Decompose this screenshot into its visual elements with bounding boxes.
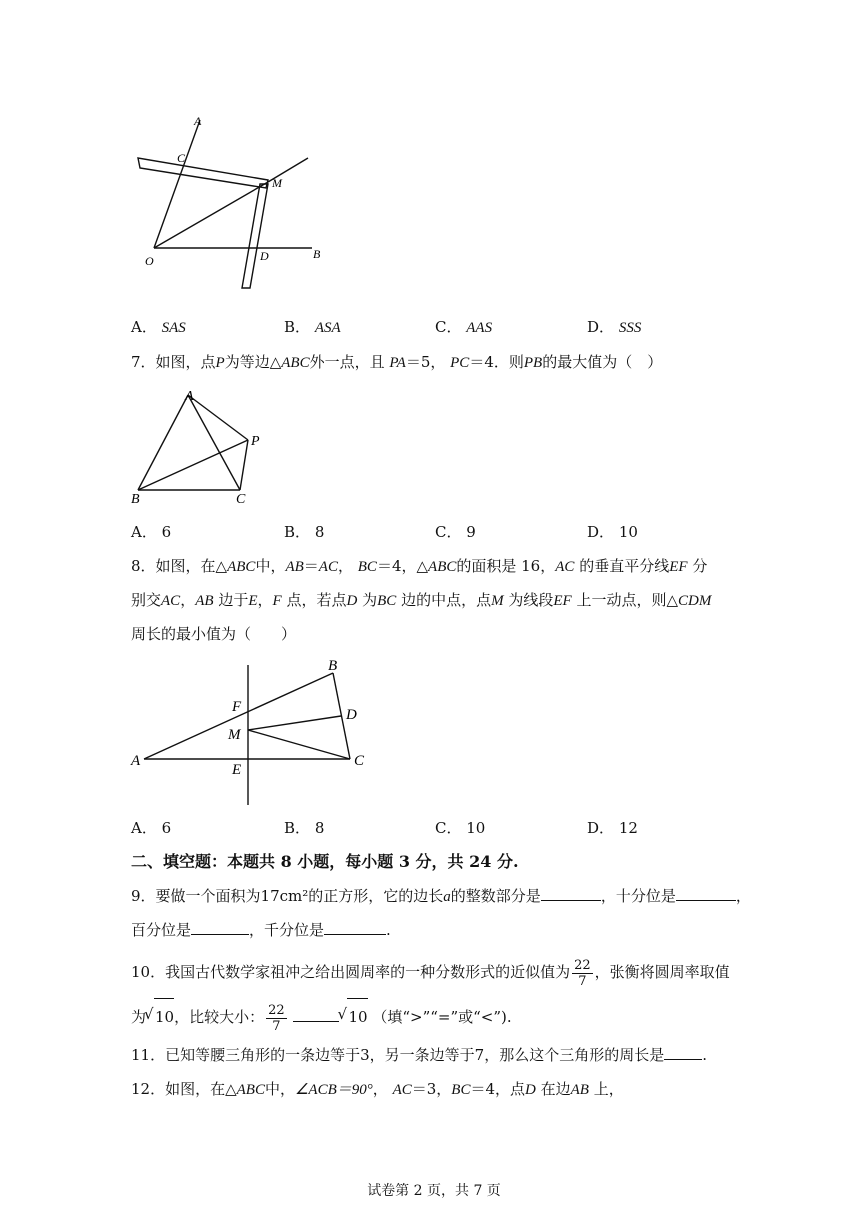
label-c: C [354, 753, 365, 769]
label-b: B [131, 492, 140, 507]
label-c: C [177, 151, 186, 165]
figure-q7 [128, 385, 278, 510]
fraction-22-over-7: $\frac{22}{7}$ [574, 957, 591, 989]
q8-option-c: C． 10 [435, 819, 486, 837]
answer-blank[interactable] [191, 920, 249, 935]
figure-q8 [128, 655, 378, 810]
section-2-heading: 二、填空题：本题共 8 小题，每小题 3 分，共 24 分. [131, 852, 519, 871]
label-a: A [131, 753, 141, 769]
q7-question: 7．如图，点P为等边△ABC外一点，且 PA＝5， PC＝4．则PB的最大值为（ ） [131, 353, 663, 371]
sqrt-10: √ 10 [347, 998, 367, 1035]
label-m: M [272, 176, 282, 190]
q10-question-line2: 为√ 10，比较大小： $\frac{22}{7}$ √ 10 （填“>”“=”或“<”). [131, 998, 512, 1035]
label-m: M [228, 727, 241, 743]
q6-option-d: D． SSS [587, 318, 642, 336]
segment-mc [248, 730, 350, 759]
answer-blank[interactable] [293, 1007, 339, 1022]
answer-blank[interactable] [541, 886, 601, 901]
label-d: D [260, 249, 269, 263]
ruler-horizontal [138, 158, 268, 188]
page-footer: 试卷第 2 页，共 7 页 [367, 1183, 501, 1199]
segment-pb [138, 440, 248, 490]
segment-pa [188, 395, 248, 440]
q8-question-line1: 8．如图，在△ABC中，AB＝AC， BC＝4，△ABC的面积是 16，AC 的垂直平分线EF 分 [131, 557, 708, 575]
q6-option-a: A． SAS [131, 318, 186, 336]
label-o: O [145, 254, 154, 268]
label-p: P [251, 434, 260, 449]
q8-option-a: A． 6 [131, 819, 172, 837]
q6-option-c: C． AAS [435, 318, 493, 336]
label-e: E [232, 762, 242, 778]
figure-q6 [130, 110, 340, 295]
q8-question-line2: 别交AC，AB 边于E，F 点，若点D 为BC 边的中点，点M 为线段EF 上一动点，则△CDM [131, 591, 712, 609]
q10-question-line1: 10．我国古代数学家祖冲之给出圆周率的一种分数形式的近似值为 $\frac{22}{7}$ ，张衡将圆周率取值 [131, 957, 730, 989]
label-f: F [232, 699, 242, 715]
label-b: B [328, 658, 338, 674]
q8-question-line3: 周长的最小值为（ ） [131, 625, 297, 643]
side-ac [188, 395, 240, 490]
q6-option-b: B． ASA [284, 318, 341, 336]
answer-blank[interactable] [664, 1045, 702, 1060]
side-ab [138, 395, 188, 490]
q7-option-c: C． 9 [435, 523, 476, 541]
sqrt-10: √ 10 [154, 998, 174, 1035]
ray-oa [154, 120, 200, 248]
q12-question: 12．如图，在△ABC中，∠ACB＝90°， AC＝3，BC＝4，点D 在边AB 上， [131, 1080, 624, 1098]
segment-pc [240, 440, 248, 490]
answer-blank[interactable] [324, 920, 386, 935]
fraction-22-over-7: $\frac{22}{7}$ [268, 1002, 285, 1034]
segment-md [248, 716, 341, 730]
q8-option-b: B． 8 [284, 819, 325, 837]
q7-option-a: A． 6 [131, 523, 172, 541]
label-b: B [313, 247, 321, 261]
ruler-vertical [242, 184, 268, 288]
label-a: A [194, 114, 202, 128]
q7-option-b: B． 8 [284, 523, 325, 541]
q7-option-d: D． 10 [587, 523, 638, 541]
q9-question-line1: 9．要做一个面积为17cm²的正方形，它的边长a的整数部分是 ，十分位是 ， [131, 887, 751, 905]
q9-question-line2: 百分位是 ，千分位是 . [131, 921, 391, 939]
label-a: A [185, 389, 194, 404]
label-d: D [346, 707, 357, 723]
q8-option-d: D． 12 [587, 819, 638, 837]
q11-question: 11．已知等腰三角形的一条边等于3，另一条边等于7，那么这个三角形的周长是 . [131, 1046, 707, 1064]
label-c: C [236, 492, 246, 507]
answer-blank[interactable] [676, 886, 736, 901]
